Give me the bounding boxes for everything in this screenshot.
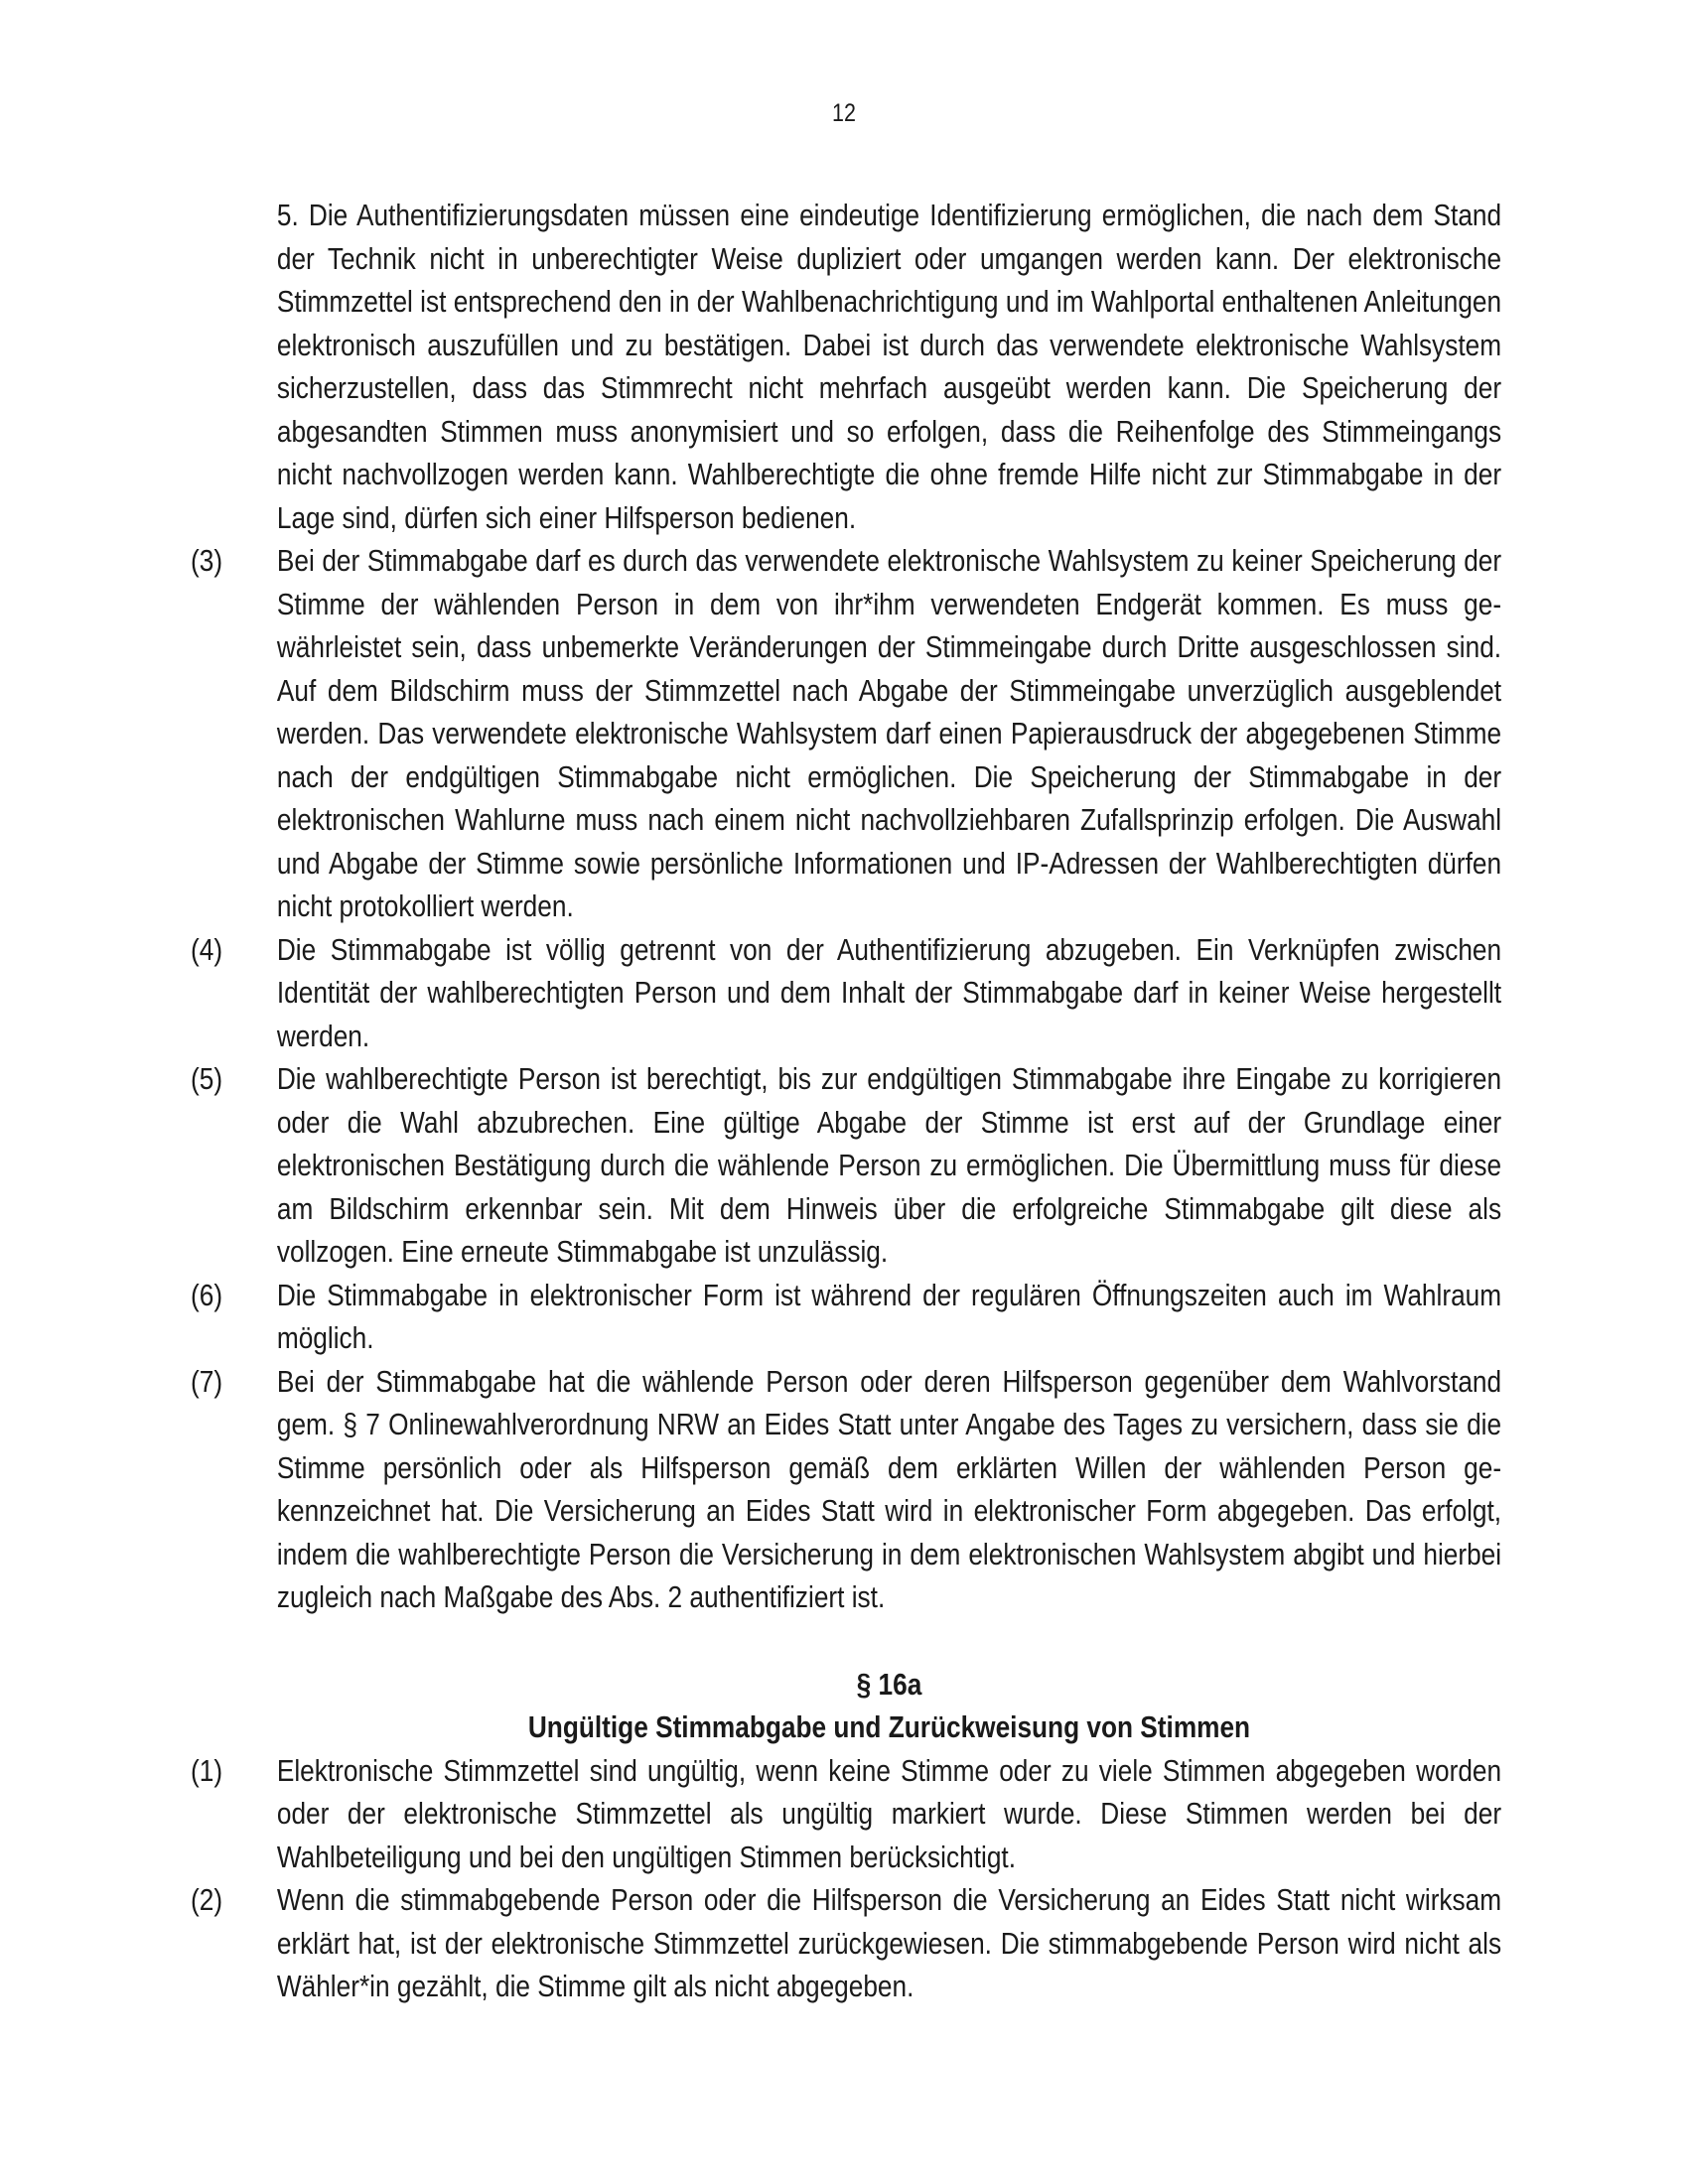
paragraph-number: (1) — [191, 1753, 223, 1788]
paragraph-number: (5) — [191, 1062, 223, 1096]
paragraph-text: Die Stimmabgabe in elektronischer Form ist während der regulären Öffnungszeiten auch im Wahlraum möglich. — [276, 1278, 1502, 1355]
page-number: 12 — [832, 99, 856, 127]
intro-paragraph-text: 5. Die Authentifizierungsdaten müssen eine eindeutige Identifizierung ermöglichen, die nach dem Stand der Technik nicht in unberechtigter Weise dupliziert oder umgangen werden kann. Der elektronische Stimmzettel ist entsprechend den in der Wahlbenachrichtigung und im Wahlportal enthaltenen Anleitungen elektronisch auszufüllen und zu bestätigen. Dabei ist durch das verwendete elektronische Wahlsystem sicherzustellen, dass das Stimmrecht nicht mehrfach ausgeübt werden kann. Die Speicherung der abgesandten Stimmen muss anonymisiert und so erfolgen, dass die Reihenfolge des Stimmeingangs nicht nachvollzogen werden kann. Wahlberechtigte die ohne fremde Hilfe nicht zur Stimmabgabe in der Lage sind, dürfen sich einer Hilfsperson bedienen. — [276, 199, 1502, 535]
document-body — [191, 195, 1502, 2009]
section-title: Ungültige Stimmabgabe und Zurückweisung von Stimmen — [527, 1710, 1251, 1744]
paragraph-list-part2 — [191, 1750, 1501, 2009]
paragraph-number: (6) — [191, 1278, 223, 1312]
paragraph-item — [191, 1361, 1501, 1620]
paragraph-number: (3) — [191, 544, 223, 578]
paragraph-item — [191, 1879, 1501, 2009]
paragraph-item — [191, 540, 1501, 929]
section-number: § 16a — [856, 1667, 922, 1702]
paragraph-number: (7) — [191, 1364, 223, 1399]
paragraph-text: Bei der Stimmabgabe hat die wählende Person oder deren Hilfsperson gegenüber dem Wahlvorstand gem. § 7 Onlinewahlverordnung NRW an Eides Statt unter Angabe des Tages zu versichern, dass sie die Stimme persönlich oder als Hilfsperson gemäß dem erklärten Willen der wählenden Person gekennzeichnet hat. Die Versicherung an Eides Statt wird in elektronischer Form abgegeben. Das erfolgt, indem die wahlberechtigte Person die Versicherung in dem elektronischen Wahlsystem abgibt und hierbei zugleich nach Maßgabe des Abs. 2 authentifiziert ist. — [276, 1364, 1502, 1614]
paragraph-text: Wenn die stimmabgebende Person oder die Hilfsperson die Versicherung an Eides Statt nicht wirksam erklärt hat, ist der elektronische Stimmzettel zurückgewiesen. Die stimmabgebende Person wird nicht als Wähler*in gezählt, die Stimme gilt als nicht abgegeben. — [276, 1883, 1502, 2003]
paragraph-item — [191, 1058, 1501, 1275]
intro-paragraph — [191, 195, 1501, 540]
paragraph-item — [191, 929, 1501, 1059]
paragraph-number: (2) — [191, 1883, 223, 1917]
paragraph-number: (4) — [191, 932, 223, 967]
paragraph-item — [191, 1275, 1501, 1361]
paragraph-text: Elektronische Stimmzettel sind ungültig, wenn keine Stimme oder zu viele Stimmen abgegeben worden oder der elektronische Stimmzettel als ungültig markiert wurde. Diese Stimmen werden bei der Wahlbeteiligung und bei den ungültigen Stimmen berücksichtigt. — [276, 1753, 1502, 1874]
paragraph-text: Die wahlberechtigte Person ist berechtigt, bis zur endgültigen Stimmabgabe ihre Eingabe zu korrigieren oder die Wahl abzubrechen. Eine gültige Abgabe der Stimme ist erst auf der Grundlage einer elektronischen Bestätigung durch die wählende Person zu ermöglichen. Die Übermittlung muss für diese am Bildschirm erkennbar sein. Mit dem Hinweis über die erfolgreiche Stimmabgabe gilt diese als vollzogen. Eine erneute Stimmabgabe ist unzulässig. — [276, 1062, 1502, 1269]
paragraph-item — [191, 1750, 1501, 1880]
paragraph-text: Die Stimmabgabe ist völlig getrennt von der Authentifizierung abzugeben. Ein Verknüpfen zwischen Identität der wahlberechtigten Person und dem Inhalt der Stimmabgabe darf in keiner Weise hergestellt werden. — [276, 932, 1502, 1053]
paragraph-text: Bei der Stimmabgabe darf es durch das verwendete elektronische Wahlsystem zu keiner Speicherung der Stimme der wählenden Person in dem von ihr*ihm verwendeten Endgerät kommen. Es muss gewährleistet sein, dass unbemerkte Veränderungen der Stimmeingabe durch Dritte ausgeschlossen sind. Auf dem Bildschirm muss der Stimmzettel nach Abgabe der Stimmeingabe unverzüglich ausgeblendet werden. Das verwendete elektronische Wahlsystem darf einen Papierausdruck der abgegebenen Stimme nach der endgültigen Stimmabgabe nicht ermöglichen. Die Speicherung der Stimmabgabe in der elektronischen Wahlurne muss nach einem nicht nachvollziehbaren Zufallsprinzip erfolgen. Die Auswahl und Abgabe der Stimme sowie persönliche Informationen und IP-Adressen der Wahlberechtigten dürfen nicht protokolliert werden. — [276, 544, 1502, 923]
paragraph-list-part1 — [191, 540, 1501, 1620]
section-spacer — [191, 1620, 1501, 1664]
